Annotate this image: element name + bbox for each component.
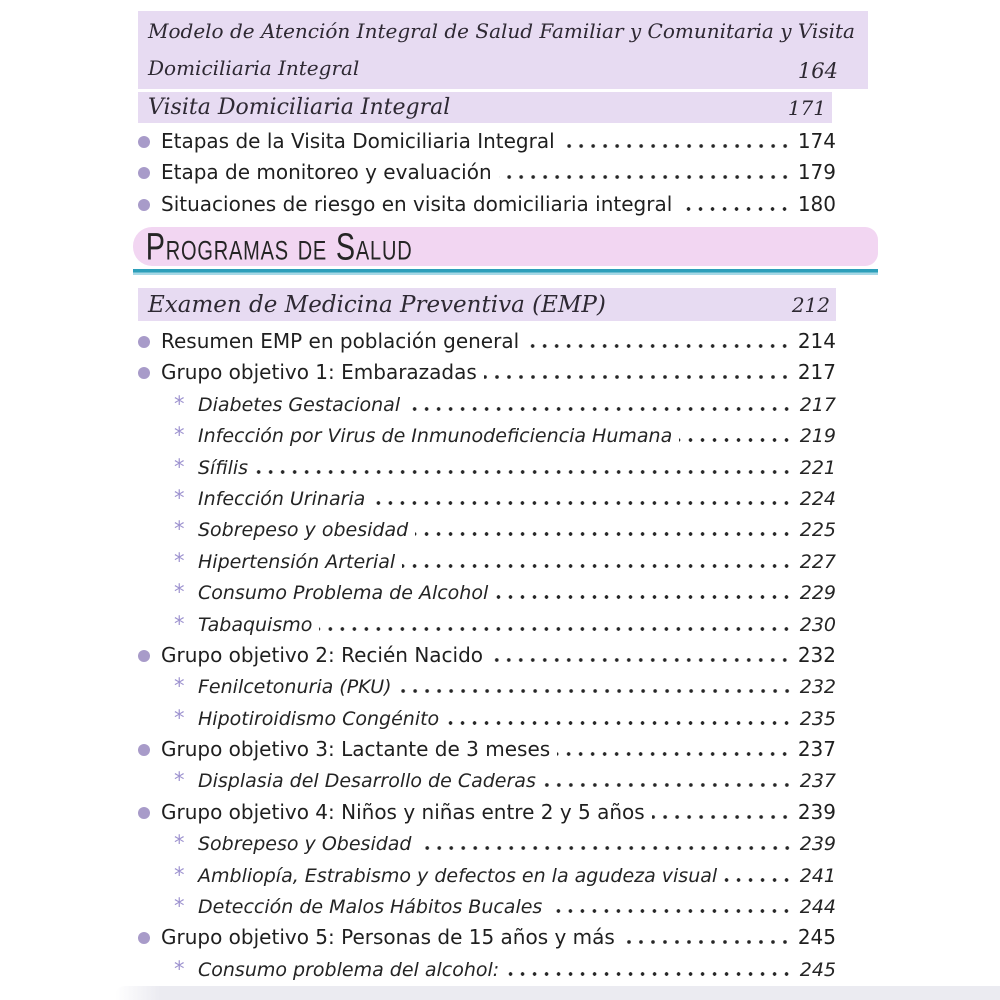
toc-row-label: Diabetes Gestacional	[198, 393, 401, 416]
toc-row	[138, 922, 836, 953]
asterisk-icon: *	[174, 391, 185, 416]
dot-leader	[543, 783, 793, 787]
header-entry-modelo-lines	[148, 13, 858, 87]
asterisk-icon: *	[174, 580, 185, 605]
bullet-icon	[138, 136, 150, 148]
toc-row-page: 219	[799, 425, 836, 448]
toc-row	[138, 389, 836, 420]
toc-row-page: 180	[797, 191, 836, 216]
toc-row-label: Consumo problema del alcohol:	[198, 958, 500, 981]
dot-leader	[495, 595, 792, 599]
asterisk-icon: *	[174, 862, 185, 887]
dot-leader	[526, 344, 791, 348]
toc-row-label: Grupo objetivo 3: Lactante de 3 meses	[161, 737, 551, 762]
bullet-icon	[138, 336, 150, 348]
emp-toc-rows	[138, 326, 836, 985]
section-title: Programas de Salud	[145, 224, 413, 268]
toc-row-page: 239	[797, 799, 836, 824]
toc-row-label: Hipertensión Arterial	[198, 550, 396, 573]
toc-row	[138, 640, 836, 671]
toc-row	[138, 828, 836, 859]
subsection-header-emp	[138, 288, 836, 321]
toc-row-page: 237	[797, 737, 836, 762]
dot-leader	[419, 846, 793, 850]
bullet-icon	[138, 744, 150, 756]
toc-row-page: 217	[799, 393, 836, 416]
toc-row-label: Situaciones de riesgo en visita domiciliaria integral	[161, 191, 673, 216]
header-entry-visita-page: 171	[787, 95, 826, 120]
toc-row-label: Sobrepeso y Obesidad	[198, 833, 412, 856]
dot-leader	[319, 627, 792, 631]
asterisk-icon: *	[174, 423, 185, 448]
section-header-programas-de-salud	[133, 224, 878, 268]
toc-row-label: Fenilcetonuria (PKU)	[198, 676, 392, 699]
toc-row	[138, 954, 836, 985]
dot-leader	[562, 144, 791, 148]
asterisk-icon: *	[174, 548, 185, 573]
toc-row-page: 214	[797, 329, 836, 353]
dot-leader	[402, 564, 793, 568]
toc-row	[138, 734, 836, 765]
toc-row	[138, 577, 836, 608]
toc-row	[138, 797, 836, 828]
toc-row-page: 230	[799, 613, 836, 636]
asterisk-icon: *	[174, 831, 185, 856]
toc-row-page: 227	[799, 550, 836, 573]
toc-row-label: Consumo Problema de Alcohol	[198, 582, 489, 605]
dot-leader	[399, 689, 793, 693]
dot-leader	[415, 532, 793, 536]
header-entry-line: Modelo de Atención Integral de Salud Familiar y Comunitaria y Visita	[148, 19, 855, 43]
page-edge-shadow	[115, 986, 1000, 1000]
toc-row-label: Grupo objetivo 5: Personas de 15 años y más	[161, 925, 615, 950]
dot-leader	[506, 972, 793, 976]
header-entry-visita-label: Visita Domiciliaria Integral	[148, 95, 451, 120]
toc-row-label: Infección Urinaria	[198, 487, 366, 510]
toc-row-page: 225	[799, 519, 836, 542]
asterisk-icon: *	[174, 454, 185, 479]
toc-row-label: Grupo objetivo 4: Niños y niñas entre 2 y 5 años	[161, 799, 645, 824]
dot-leader	[622, 940, 791, 944]
toc-row-page: 245	[797, 925, 836, 950]
toc-row-page: 179	[797, 160, 836, 185]
dot-leader	[490, 658, 791, 662]
dot-leader	[679, 207, 791, 211]
bullet-icon	[138, 807, 150, 819]
toc-row-page: 235	[799, 707, 836, 730]
toc-row-label: Detección de Malos Hábitos Bucales	[198, 896, 543, 919]
toc-row	[138, 860, 836, 891]
toc-row	[138, 891, 836, 922]
toc-row-page: 232	[799, 676, 836, 699]
asterisk-icon: *	[174, 611, 185, 636]
toc-row	[138, 126, 836, 157]
bullet-icon	[138, 650, 150, 662]
toc-row-label: Tabaquismo	[198, 613, 313, 636]
toc-row	[138, 357, 836, 388]
toc-row-label: Sífilis	[198, 456, 249, 479]
toc-row	[138, 452, 836, 483]
toc-row-page: 244	[799, 896, 836, 919]
toc-row-page: 245	[799, 958, 836, 981]
toc-row-label: Resumen EMP en población general	[161, 329, 520, 353]
subsection-label: Examen de Medicina Preventiva (EMP)	[148, 291, 606, 318]
bullet-icon	[138, 199, 150, 211]
toc-row-page: 224	[799, 487, 836, 510]
dot-leader	[652, 815, 791, 819]
toc-row	[138, 514, 836, 545]
toc-row-label: Infección por Virus de Inmunodeficiencia Humana	[198, 425, 673, 448]
toc-row-label: Etapa de monitoreo y evaluación	[161, 160, 492, 185]
toc-row	[138, 483, 836, 514]
asterisk-icon: *	[174, 485, 185, 510]
toc-row-label: Grupo objetivo 1: Embarazadas	[161, 360, 477, 385]
bullet-icon	[138, 367, 150, 379]
asterisk-icon: *	[174, 768, 185, 793]
toc-row-label: Grupo objetivo 2: Recién Nacido	[161, 642, 484, 667]
asterisk-icon: *	[174, 517, 185, 542]
toc-row	[138, 157, 836, 188]
toc-row	[138, 703, 836, 734]
header-entry-modelo	[138, 11, 868, 89]
dot-leader	[255, 470, 793, 474]
toc-row	[138, 765, 836, 796]
toc-row-label: Displasia del Desarrollo de Caderas	[198, 770, 536, 793]
asterisk-icon: *	[174, 705, 185, 730]
dot-leader	[499, 175, 791, 179]
dot-leader	[724, 878, 793, 882]
dot-leader	[446, 721, 793, 725]
intro-toc-rows	[138, 126, 836, 220]
dot-leader	[679, 438, 793, 442]
bullet-icon	[138, 167, 150, 179]
toc-row-page: 217	[797, 360, 836, 385]
toc-row-label: Etapas de la Visita Domiciliaria Integral	[161, 129, 555, 153]
dot-leader	[372, 501, 792, 505]
toc-row	[138, 420, 836, 451]
toc-row-label: Ambliopía, Estrabismo y defectos en la agudeza visual	[198, 864, 718, 887]
dot-leader	[407, 407, 793, 411]
header-entry-line: Domiciliaria Integral	[148, 56, 360, 80]
bullet-icon	[138, 932, 150, 944]
dot-leader	[484, 375, 791, 379]
toc-row-page: 232	[797, 642, 836, 667]
header-entry-modelo-page: 164	[797, 59, 838, 83]
teal-divider	[133, 269, 878, 275]
toc-row	[138, 189, 836, 220]
toc-row	[138, 609, 836, 640]
toc-row-page: 174	[797, 129, 836, 153]
toc-row-page: 241	[799, 864, 836, 887]
toc-row-page: 239	[799, 833, 836, 856]
toc-row-page: 221	[799, 456, 836, 479]
toc-row-label: Hipotiroidismo Congénito	[198, 707, 440, 730]
toc-row	[138, 671, 836, 702]
asterisk-icon: *	[174, 894, 185, 919]
toc-row-label: Sobrepeso y obesidad	[198, 519, 409, 542]
toc-row-page: 237	[799, 770, 836, 793]
toc-row-page: 229	[799, 582, 836, 605]
dot-leader	[557, 752, 791, 756]
asterisk-icon: *	[174, 956, 185, 981]
header-entry-visita	[138, 92, 832, 123]
toc-row	[138, 546, 836, 577]
subsection-page: 212	[791, 292, 830, 317]
toc-row	[138, 326, 836, 357]
asterisk-icon: *	[174, 674, 185, 699]
dot-leader	[549, 909, 792, 913]
